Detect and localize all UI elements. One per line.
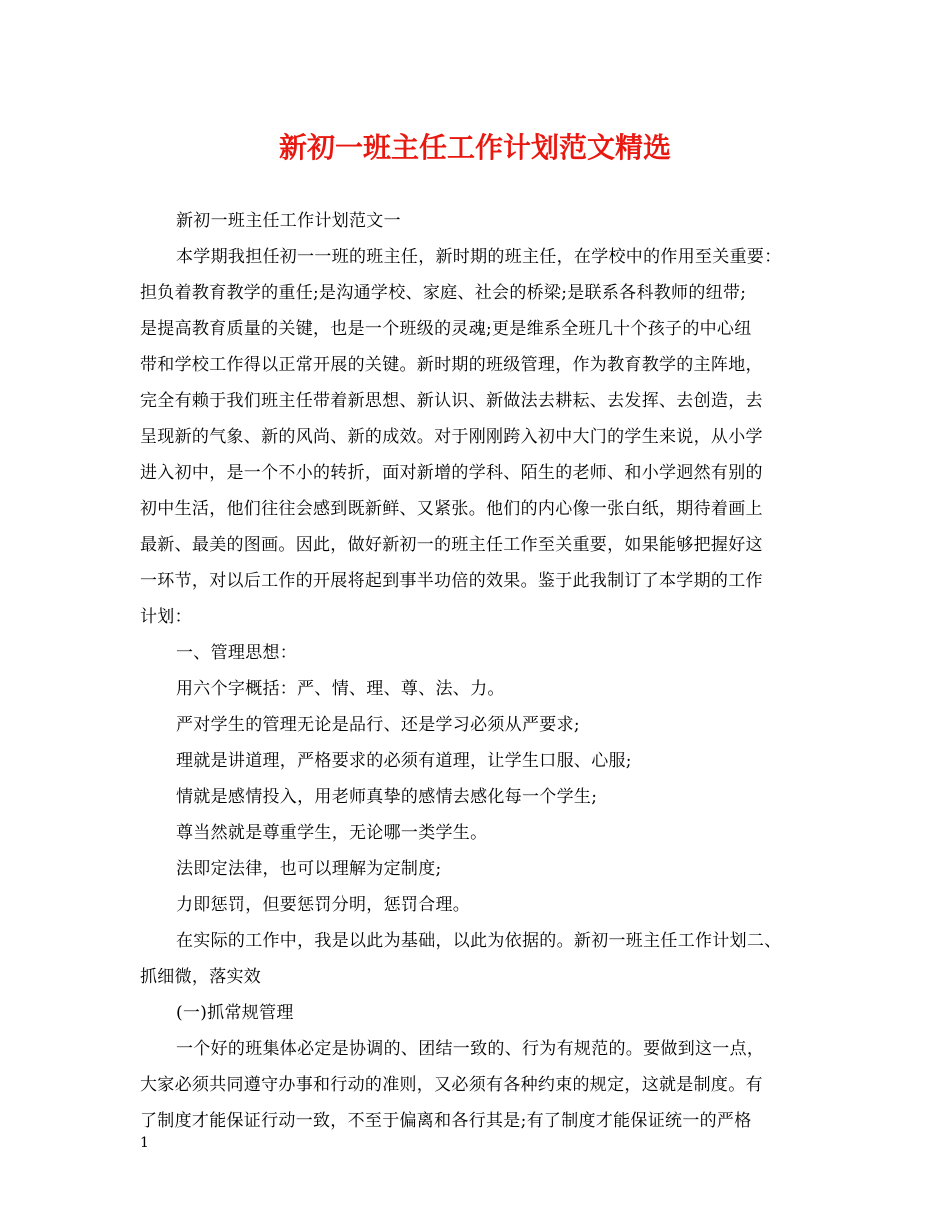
text-line: 担负着教育教学的重任;是沟通学校、家庭、社会的桥梁;是联系各科教师的纽带; <box>140 283 747 303</box>
text-line: 了制度才能保证行动一致，不至于偏离和各行其是;有了制度才能保证统一的严格 <box>140 1111 752 1131</box>
page-number: 1 <box>140 1135 149 1151</box>
text-line: 情就是感情投入，用老师真挚的感情去感化每一个学生; <box>176 787 598 807</box>
text-line: 带和学校工作得以正常开展的关键。新时期的班级管理，作为教育教学的主阵地， <box>140 355 763 375</box>
text-line: 大家必须共同遵守办事和行动的准则，又必须有各种约束的规定，这就是制度。有 <box>140 1075 763 1095</box>
document-body <box>140 203 840 1139</box>
text-line: 在实际的工作中，我是以此为基础，以此为依据的。新初一班主任工作计划二、 <box>176 931 782 951</box>
text-line: 本学期我担任初一一班的班主任，新时期的班主任，在学校中的作用至关重要： <box>176 247 782 267</box>
text-line: 尊当然就是尊重学生，无论哪一类学生。 <box>176 823 488 843</box>
text-line: 一个好的班集体必定是协调的、团结一致的、行为有规范的。要做到这一点， <box>176 1039 765 1059</box>
text-line: 抓细微，落实效 <box>140 967 262 987</box>
text-line: 一、管理思想： <box>176 643 298 663</box>
text-line: 初中生活，他们往往会感到既新鲜、又紧张。他们的内心像一张白纸，期待着画上 <box>140 499 763 519</box>
text-line: 进入初中，是一个不小的转折，面对新增的学科、陌生的老师、和小学迥然有别的 <box>140 463 763 483</box>
text-line: 呈现新的气象、新的风尚、新的成效。对于刚刚跨入初中大门的学生来说，从小学 <box>140 427 763 447</box>
text-line: 计划： <box>140 607 192 627</box>
text-line: 一环节，对以后工作的开展将起到事半功倍的效果。鉴于此我制订了本学期的工作 <box>140 571 763 591</box>
document-title: 新初一班主任工作计划范文精选 <box>278 131 671 164</box>
text-line: 力即惩罚，但要惩罚分明，惩罚合理。 <box>176 895 471 915</box>
text-line: 用六个字概括：严、情、理、尊、法、力。 <box>176 679 505 699</box>
text-line: 新初一班主任工作计划范文一 <box>176 211 401 231</box>
text-line: 完全有赖于我们班主任带着新思想、新认识、新做法去耕耘、去发挥、去创造，去 <box>140 391 763 411</box>
text-line: 严对学生的管理无论是品行、还是学习必须从严要求; <box>176 715 580 735</box>
text-line: (一)抓常规管理 <box>176 1003 294 1023</box>
text-line: 理就是讲道理，严格要求的必须有道理，让学生口服、心服; <box>176 751 632 771</box>
text-line: 是提高教育质量的关键，也是一个班级的灵魂;更是维系全班几十个孩子的中心纽 <box>140 319 752 339</box>
text-line: 最新、最美的图画。因此，做好新初一的班主任工作至关重要，如果能够把握好这 <box>140 535 763 555</box>
text-line: 法即定法律，也可以理解为定制度; <box>176 859 442 879</box>
